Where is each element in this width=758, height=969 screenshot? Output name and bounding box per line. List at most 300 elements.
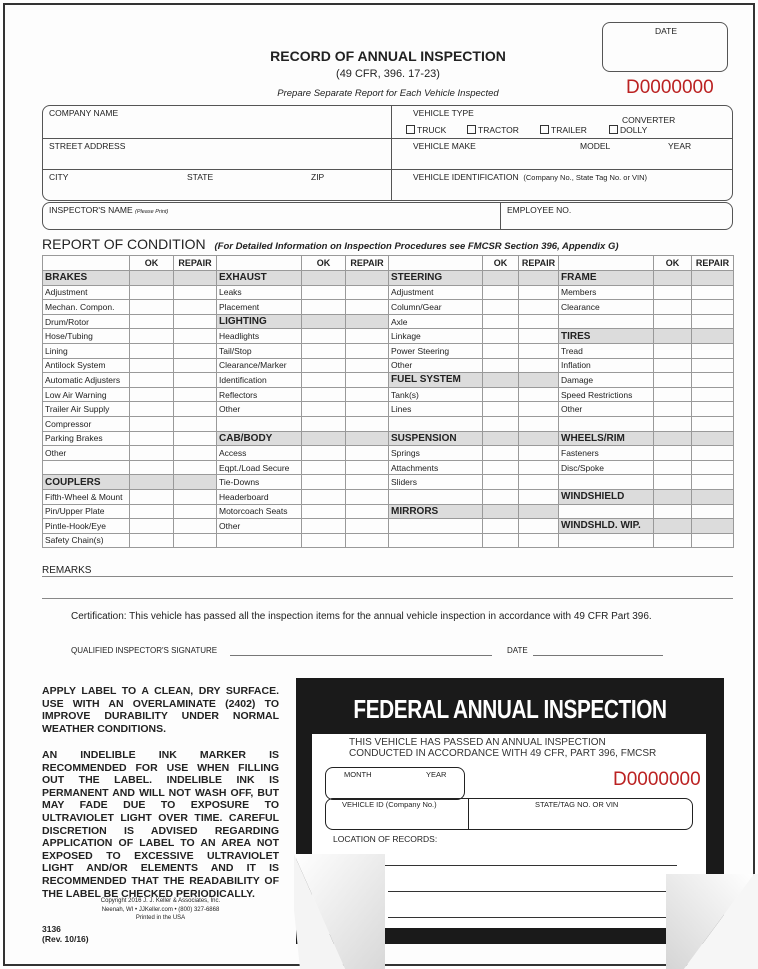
ok-cell[interactable] — [483, 387, 519, 402]
table-row — [43, 329, 734, 344]
inspection-item: Headerboard — [217, 489, 302, 504]
repair-cell[interactable] — [519, 460, 559, 475]
ok-cell — [654, 329, 692, 344]
repair-cell[interactable] — [346, 402, 389, 417]
inspection-item: Parking Brakes — [43, 431, 130, 446]
inspection-item: Headlights — [217, 329, 302, 344]
repair-cell[interactable] — [174, 446, 217, 461]
inspection-item: Tie-Downs — [217, 475, 302, 490]
table-row — [43, 271, 734, 286]
company-name-field[interactable]: COMPANY NAME — [49, 108, 119, 118]
ok-cell[interactable] — [302, 329, 346, 344]
table-row — [43, 285, 734, 300]
inspection-item — [389, 489, 483, 504]
repair-cell[interactable] — [692, 460, 734, 475]
repair-cell[interactable] — [174, 519, 217, 534]
ok-cell[interactable] — [302, 285, 346, 300]
repair-cell[interactable] — [519, 416, 559, 431]
inspection-item: Clearance — [559, 300, 654, 315]
remarks-label: REMARKS — [42, 565, 92, 576]
section-heading: LIGHTING — [217, 314, 302, 329]
section-heading: FRAME — [559, 271, 654, 286]
inspection-item: Attachments — [389, 460, 483, 475]
peeled-corner-right — [664, 872, 758, 969]
repair-cell — [692, 329, 734, 344]
ok-cell — [130, 475, 174, 490]
inspection-item: Damage — [559, 373, 654, 388]
repair-cell[interactable] — [692, 358, 734, 373]
inspection-item: Safety Chain(s) — [43, 533, 130, 548]
ok-cell — [654, 431, 692, 446]
inspection-item: Tread — [559, 343, 654, 358]
vehicle-type-label: VEHICLE TYPE — [413, 108, 474, 118]
item-column-header — [43, 256, 130, 271]
inspection-item: Lining — [43, 343, 130, 358]
label-title: FEDERAL ANNUAL INSPECTION — [353, 694, 667, 724]
inspection-item: Other — [559, 402, 654, 417]
repair-cell[interactable] — [346, 373, 389, 388]
repair-cell[interactable] — [519, 358, 559, 373]
ok-cell[interactable] — [130, 402, 174, 417]
repair-cell[interactable] — [346, 446, 389, 461]
signature-date-label: DATE — [507, 646, 528, 655]
inspection-item: Other — [217, 402, 302, 417]
repair-cell[interactable] — [692, 533, 734, 548]
location-line-2[interactable] — [388, 891, 678, 892]
ok-column-header: OK — [302, 256, 346, 271]
inspection-item: Identification — [217, 373, 302, 388]
repair-cell[interactable] — [692, 300, 734, 315]
ok-cell — [654, 519, 692, 534]
section-heading: WINDSHIELD — [559, 489, 654, 504]
table-header-row — [43, 256, 734, 271]
certification-text: Certification: This vehicle has passed all the inspection items for the annual vehicle inspection in accordance with 49 CFR Part 396. — [71, 611, 652, 622]
repair-cell — [519, 504, 559, 519]
repair-cell[interactable] — [346, 329, 389, 344]
repair-cell[interactable] — [174, 387, 217, 402]
repair-cell[interactable] — [346, 285, 389, 300]
ok-cell[interactable] — [654, 460, 692, 475]
repair-cell[interactable] — [174, 285, 217, 300]
ok-cell[interactable] — [130, 329, 174, 344]
table-row — [43, 358, 734, 373]
tractor-checkbox[interactable]: TRACTOR — [467, 125, 519, 135]
label-vehicle-id-field[interactable]: VEHICLE ID (Company No.) — [342, 800, 437, 809]
label-instructions-1: APPLY LABEL TO A CLEAN, DRY SURFACE. USE WITH AN OVERLAMINATE (2402) TO IMPROVE DURABILITY UNDER NORMAL WEATHER CONDITIONS. — [42, 685, 279, 735]
ok-cell[interactable] — [654, 504, 692, 519]
ok-cell[interactable] — [483, 489, 519, 504]
page-title: RECORD OF ANNUAL INSPECTION — [270, 48, 506, 64]
signature-line[interactable] — [230, 655, 492, 656]
repair-cell[interactable] — [346, 387, 389, 402]
inspection-item — [559, 416, 654, 431]
inspection-item — [559, 533, 654, 548]
zip-field[interactable]: ZIP — [311, 172, 325, 182]
repair-cell[interactable] — [692, 387, 734, 402]
inspection-item: Adjustment — [389, 285, 483, 300]
ok-cell[interactable] — [130, 285, 174, 300]
ok-cell — [483, 431, 519, 446]
ok-cell[interactable] — [654, 300, 692, 315]
inspection-item: Members — [559, 285, 654, 300]
location-line-3[interactable] — [388, 917, 678, 918]
ok-cell[interactable] — [483, 285, 519, 300]
ok-cell[interactable] — [130, 314, 174, 329]
ok-cell[interactable] — [302, 358, 346, 373]
inspection-item: Reflectors — [217, 387, 302, 402]
inspection-item: Sliders — [389, 475, 483, 490]
repair-cell[interactable] — [346, 533, 389, 548]
inspection-item: Mechan. Compon. — [43, 300, 130, 315]
inspection-item: Leaks — [217, 285, 302, 300]
inspection-item: Linkage — [389, 329, 483, 344]
inspection-item — [389, 416, 483, 431]
inspection-item: Motorcoach Seats — [217, 504, 302, 519]
signature-date-line[interactable] — [533, 655, 663, 656]
section-heading: COUPLERS — [43, 475, 130, 490]
ok-cell[interactable] — [130, 504, 174, 519]
ok-cell[interactable] — [130, 387, 174, 402]
table-row — [43, 519, 734, 534]
repair-cell[interactable] — [692, 402, 734, 417]
label-serial: D0000000 — [613, 769, 701, 790]
ok-cell — [654, 271, 692, 286]
location-line-1[interactable] — [382, 865, 677, 866]
ok-cell[interactable] — [654, 446, 692, 461]
inspection-item — [217, 416, 302, 431]
ok-cell[interactable] — [483, 446, 519, 461]
repair-cell[interactable] — [174, 373, 217, 388]
ok-cell[interactable] — [654, 475, 692, 490]
ok-cell — [302, 271, 346, 286]
table-row — [43, 300, 734, 315]
section-heading: CAB/BODY — [217, 431, 302, 446]
vehicle-id-field[interactable]: VEHICLE IDENTIFICATION (Company No., State Tag No. or VIN) — [413, 172, 648, 182]
repair-cell[interactable] — [174, 416, 217, 431]
report-heading: REPORT OF CONDITION (For Detailed Information on Inspection Procedures see FMCSR Section 396, Appendix G) — [42, 236, 619, 252]
repair-cell[interactable] — [692, 285, 734, 300]
inspection-item: Placement — [217, 300, 302, 315]
repair-column-header: REPAIR — [346, 256, 389, 271]
repair-cell[interactable] — [174, 533, 217, 548]
repair-cell[interactable] — [519, 300, 559, 315]
repair-cell[interactable] — [174, 504, 217, 519]
repair-cell — [174, 271, 217, 286]
copyright: Copyright 2016 J. J. Keller & Associates, Inc. Neenah, WI • JJKeller.com • (800) 327-6868 Printed in the USA — [100, 898, 221, 921]
ok-cell[interactable] — [130, 446, 174, 461]
repair-cell[interactable] — [692, 343, 734, 358]
employee-no-field[interactable]: EMPLOYEE NO. — [507, 205, 572, 215]
repair-cell — [174, 475, 217, 490]
inspection-item: Other — [217, 519, 302, 534]
ok-cell[interactable] — [302, 343, 346, 358]
repair-cell[interactable] — [174, 489, 217, 504]
ok-cell — [302, 314, 346, 329]
ok-cell — [302, 431, 346, 446]
inspection-item — [559, 475, 654, 490]
ok-cell[interactable] — [654, 402, 692, 417]
repair-cell[interactable] — [519, 446, 559, 461]
serial-number: D0000000 — [626, 77, 714, 98]
ok-cell — [654, 489, 692, 504]
repair-cell[interactable] — [519, 314, 559, 329]
ok-cell[interactable] — [654, 416, 692, 431]
inspection-item: Adjustment — [43, 285, 130, 300]
ok-cell[interactable] — [130, 519, 174, 534]
ok-cell[interactable] — [654, 358, 692, 373]
condition-table — [42, 255, 734, 548]
ok-cell — [130, 271, 174, 286]
state-field[interactable]: STATE — [187, 172, 214, 182]
inspection-item: Compressor — [43, 416, 130, 431]
inspection-item: Power Steering — [389, 343, 483, 358]
item-column-header — [217, 256, 302, 271]
repair-cell[interactable] — [174, 460, 217, 475]
peeled-corner-left — [290, 850, 390, 969]
inspection-item: Axle — [389, 314, 483, 329]
repair-cell[interactable] — [519, 475, 559, 490]
remarks-line-1[interactable] — [42, 576, 733, 577]
repair-cell[interactable] — [346, 300, 389, 315]
repair-cell[interactable] — [519, 329, 559, 344]
table-row — [43, 314, 734, 329]
repair-cell[interactable] — [519, 387, 559, 402]
repair-cell[interactable] — [174, 300, 217, 315]
ok-cell[interactable] — [483, 519, 519, 534]
repair-cell — [346, 431, 389, 446]
ok-cell[interactable] — [130, 431, 174, 446]
inspection-item: Trailer Air Supply — [43, 402, 130, 417]
ok-cell — [483, 373, 519, 388]
ok-cell[interactable] — [654, 285, 692, 300]
repair-cell[interactable] — [346, 489, 389, 504]
ok-cell[interactable] — [130, 460, 174, 475]
date-field[interactable]: DATE — [602, 22, 728, 72]
location-label: LOCATION OF RECORDS: — [333, 834, 438, 844]
inspection-item: Clearance/Marker — [217, 358, 302, 373]
repair-cell[interactable] — [692, 373, 734, 388]
ok-cell[interactable] — [654, 533, 692, 548]
inspector-name-field[interactable]: INSPECTOR'S NAME (Please Print) — [49, 205, 169, 215]
ok-cell[interactable] — [302, 446, 346, 461]
month-year-field[interactable]: MONTH YEAR — [325, 767, 465, 800]
repair-column-header: REPAIR — [519, 256, 559, 271]
inspection-item — [217, 533, 302, 548]
repair-cell[interactable] — [519, 402, 559, 417]
repair-cell[interactable] — [346, 460, 389, 475]
ok-cell[interactable] — [483, 358, 519, 373]
repair-cell[interactable] — [174, 343, 217, 358]
ok-cell[interactable] — [130, 343, 174, 358]
table-row — [43, 431, 734, 446]
year-field[interactable]: YEAR — [668, 141, 692, 151]
inspection-item: Tank(s) — [389, 387, 483, 402]
repair-cell[interactable] — [346, 343, 389, 358]
inspection-item — [389, 533, 483, 548]
truck-checkbox[interactable]: TRUCK — [406, 125, 446, 135]
repair-cell[interactable] — [692, 416, 734, 431]
city-field[interactable]: CITY — [49, 172, 69, 182]
repair-cell — [692, 489, 734, 504]
inspection-item: Low Air Warning — [43, 387, 130, 402]
inspection-item: Drum/Rotor — [43, 314, 130, 329]
ok-cell[interactable] — [302, 373, 346, 388]
ok-cell[interactable] — [302, 416, 346, 431]
ok-cell[interactable] — [654, 373, 692, 388]
inspection-item: Pin/Upper Plate — [43, 504, 130, 519]
ok-cell[interactable] — [483, 460, 519, 475]
ok-cell[interactable] — [302, 504, 346, 519]
table-row — [43, 416, 734, 431]
table-row — [43, 489, 734, 504]
inspection-item — [43, 460, 130, 475]
table-row — [43, 460, 734, 475]
ok-column-header: OK — [483, 256, 519, 271]
inspection-item: Access — [217, 446, 302, 461]
repair-cell[interactable] — [346, 475, 389, 490]
repair-cell[interactable] — [174, 329, 217, 344]
label-instructions-2: AN INDELIBLE INK MARKER IS RECOMMENDED FOR USE WHEN FILLING OUT THE LABEL. INDELIBLE INK IS PERMANENT AND WILL NOT WASH OFF, BUT MAY FADE DUE TO EXPOSURE TO ULTRAVIOLET LIGHT OVER TIME. CAREFUL DISCRETION IS ADVISED REGARDING APPLICATION OF LABEL TO AN AREA NOT EXPOSED TO EXCESSIVE ULTRAVIOLET LIGHT AND/OR ELEMENTS AND IT IS RECOMMENDED THAT THE READABILITY OF THE LABEL BE CHECKED PERIODICALLY. — [42, 749, 279, 900]
inspection-item: Antilock System — [43, 358, 130, 373]
repair-cell[interactable] — [174, 314, 217, 329]
ok-cell[interactable] — [483, 343, 519, 358]
ok-cell[interactable] — [483, 314, 519, 329]
form-number: 3136 (Rev. 10/16) — [42, 924, 89, 944]
ok-cell[interactable] — [130, 373, 174, 388]
repair-cell[interactable] — [346, 504, 389, 519]
model-field[interactable]: MODEL — [580, 141, 611, 151]
inspection-item: Pintle-Hook/Eye — [43, 519, 130, 534]
repair-cell[interactable] — [174, 358, 217, 373]
ok-column-header: OK — [130, 256, 174, 271]
section-heading: WHEELS/RIM — [559, 431, 654, 446]
inspection-item — [559, 314, 654, 329]
trailer-checkbox[interactable]: TRAILER — [540, 125, 587, 135]
inspection-item: Eqpt./Load Secure — [217, 460, 302, 475]
inspection-item: Tail/Stop — [217, 343, 302, 358]
ok-cell[interactable] — [654, 314, 692, 329]
table-row — [43, 446, 734, 461]
label-statement: THIS VEHICLE HAS PASSED AN ANNUAL INSPECTION CONDUCTED IN ACCORDANCE WITH 49 CFR, PART 396, FMCSR — [349, 737, 657, 759]
inspection-item: Column/Gear — [389, 300, 483, 315]
ok-cell[interactable] — [483, 329, 519, 344]
inspection-item: Hose/Tubing — [43, 329, 130, 344]
ok-cell[interactable] — [130, 489, 174, 504]
repair-cell — [519, 431, 559, 446]
ok-cell[interactable] — [302, 387, 346, 402]
inspection-item: Other — [389, 358, 483, 373]
repair-cell — [692, 271, 734, 286]
section-heading: FUEL SYSTEM — [389, 373, 483, 388]
repair-column-header: REPAIR — [692, 256, 734, 271]
inspection-item — [559, 504, 654, 519]
table-row — [43, 475, 734, 490]
section-heading: EXHAUST — [217, 271, 302, 286]
repair-cell[interactable] — [346, 416, 389, 431]
instruction: Prepare Separate Report for Each Vehicle Inspected — [277, 88, 499, 99]
repair-cell — [692, 431, 734, 446]
inspection-item: Fifth-Wheel & Mount — [43, 489, 130, 504]
ok-cell[interactable] — [483, 475, 519, 490]
ok-cell[interactable] — [483, 300, 519, 315]
inspection-item: Speed Restrictions — [559, 387, 654, 402]
section-heading: WINDSHLD. WIP. — [559, 519, 654, 534]
state-tag-field[interactable]: STATE/TAG NO. OR VIN — [535, 800, 619, 809]
section-heading: MIRRORS — [389, 504, 483, 519]
ok-cell[interactable] — [302, 402, 346, 417]
ok-cell[interactable] — [302, 533, 346, 548]
inspection-item: Disc/Spoke — [559, 460, 654, 475]
repair-cell[interactable] — [174, 431, 217, 446]
remarks-line-2[interactable] — [42, 598, 733, 599]
repair-cell[interactable] — [692, 314, 734, 329]
street-address-field[interactable]: STREET ADDRESS — [49, 141, 126, 151]
section-heading: BRAKES — [43, 271, 130, 286]
converter-dolly-checkbox[interactable]: DOLLY — [609, 125, 647, 135]
repair-cell[interactable] — [519, 533, 559, 548]
inspection-item: Springs — [389, 446, 483, 461]
item-column-header — [389, 256, 483, 271]
ok-cell[interactable] — [130, 300, 174, 315]
repair-column-header: REPAIR — [174, 256, 217, 271]
ok-cell[interactable] — [302, 460, 346, 475]
table-row — [43, 533, 734, 548]
ok-column-header: OK — [654, 256, 692, 271]
section-heading: TIRES — [559, 329, 654, 344]
ok-cell[interactable] — [483, 533, 519, 548]
inspection-item: Inflation — [559, 358, 654, 373]
ok-cell[interactable] — [654, 343, 692, 358]
repair-cell[interactable] — [346, 358, 389, 373]
inspection-item: Lines — [389, 402, 483, 417]
repair-cell — [519, 373, 559, 388]
repair-cell[interactable] — [519, 343, 559, 358]
ok-cell[interactable] — [130, 533, 174, 548]
item-column-header — [559, 256, 654, 271]
ok-cell[interactable] — [130, 416, 174, 431]
ok-cell[interactable] — [302, 475, 346, 490]
repair-cell[interactable] — [692, 475, 734, 490]
section-heading: STEERING — [389, 271, 483, 286]
repair-cell[interactable] — [519, 489, 559, 504]
repair-cell[interactable] — [519, 519, 559, 534]
section-heading: SUSPENSION — [389, 431, 483, 446]
vehicle-make-field[interactable]: VEHICLE MAKE — [413, 141, 476, 151]
citation: (49 CFR, 396. 17-23) — [336, 68, 440, 80]
ok-cell[interactable] — [302, 519, 346, 534]
ok-cell[interactable] — [654, 387, 692, 402]
ok-cell[interactable] — [483, 416, 519, 431]
repair-cell[interactable] — [692, 446, 734, 461]
ok-cell — [483, 504, 519, 519]
ok-cell[interactable] — [302, 489, 346, 504]
ok-cell[interactable] — [483, 402, 519, 417]
table-row — [43, 402, 734, 417]
repair-cell[interactable] — [346, 519, 389, 534]
repair-cell[interactable] — [692, 504, 734, 519]
ok-cell[interactable] — [130, 358, 174, 373]
repair-cell[interactable] — [174, 402, 217, 417]
table-row — [43, 504, 734, 519]
converter-label: CONVERTER — [622, 115, 676, 125]
table-row — [43, 373, 734, 388]
inspection-item: Other — [43, 446, 130, 461]
repair-cell[interactable] — [519, 285, 559, 300]
repair-cell — [692, 519, 734, 534]
repair-cell — [519, 271, 559, 286]
ok-cell[interactable] — [302, 300, 346, 315]
inspection-item: Automatic Adjusters — [43, 373, 130, 388]
